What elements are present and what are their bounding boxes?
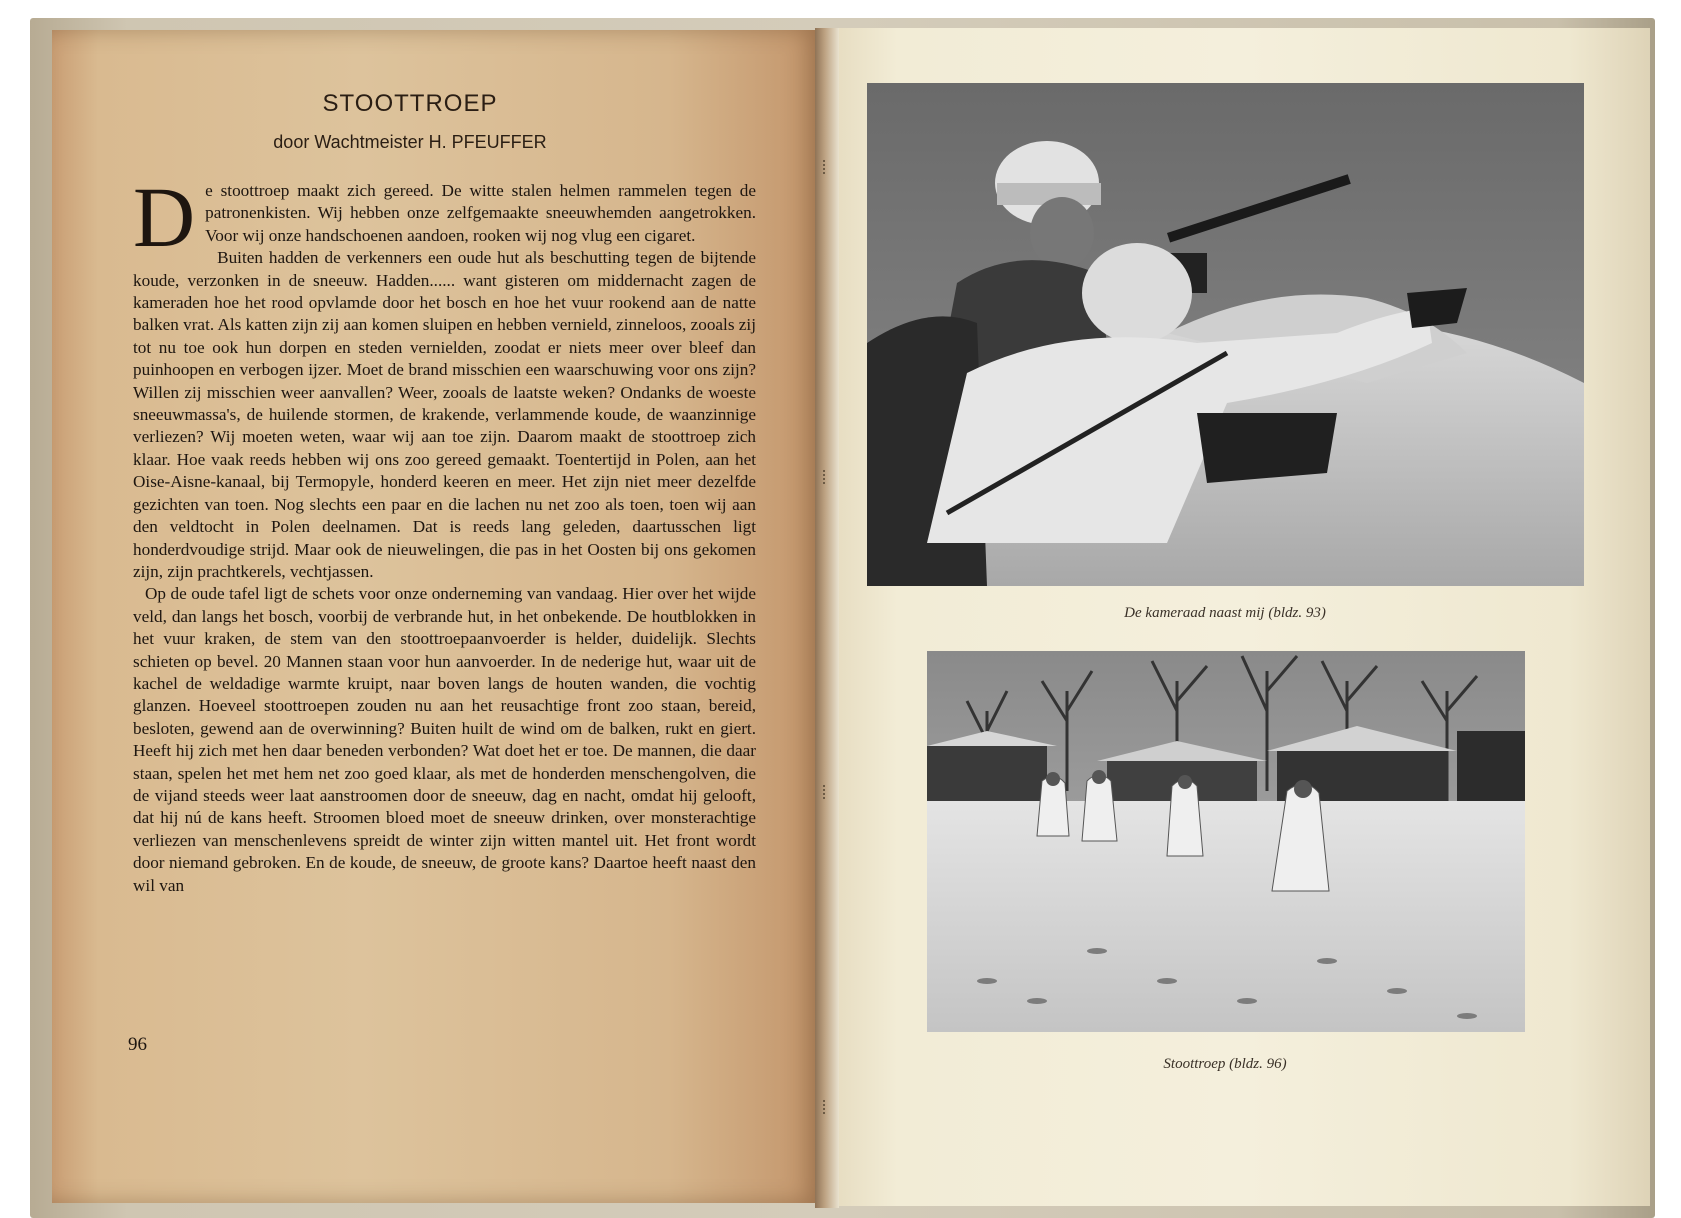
binding-stitch	[823, 160, 831, 174]
photo-machine-gunners	[867, 83, 1584, 586]
photo-patrol-village	[927, 651, 1525, 1032]
article-title: STOOTTROEP	[322, 90, 498, 117]
photo-caption-2: Stoottroep (bldz. 96)	[1163, 1056, 1287, 1072]
article-byline: door Wachtmeister H. PFEUFFER	[273, 132, 547, 152]
binding-stitch	[823, 470, 831, 484]
drop-cap: D	[133, 169, 196, 265]
article-body	[133, 169, 756, 897]
binding-stitch	[823, 1100, 831, 1114]
paragraph-3: Op de oude tafel ligt de schets voor onze onderneming van vandaag. Hier over het wijde veld, dan langs het bosch, voorbij de verbrande hut, in het onbekende. De houtblokken in het vuur kraken, de stem van den stoottroepaanvoerder is helder, duidelijk. Slechts schieten op bevel. 20 Mannen staan voor hun aanvoerder. In de nederige hut, waar uit de kachel de weldadige warmte kruipt, naar boven langs de houten wanden, die vochtig glanzen. Hoeveel stoottroepen zouden nu aan het reusachtige front zoo staan, bereid, besloten, gewend aan de overwinning? Buiten huilt de wind om de balken, rukt en giert. Heeft hij zich met hen daar beneden verbonden? Wat doet het er toe. De mannen, die daar staan, spelen het met hem net zoo goed klaar, als met de honderden menschengolven, die de vijand steeds weer laat aanstroomen door de sneeuw, dag en nacht, omdat hij gelooft, dat hij nú de kans heeft. Stroomen bloed moet de sneeuw drinken, over monsterachtige verliezen van menschenlevens spreidt de winter zijn witten mantel uit. Het front wordt door niemand gebroken. En de koude, de sneeuw, de groote kans? Daartoe heeft naast den wil van	[133, 584, 756, 895]
photo-caption-1: De kameraad naast mij (bldz. 93)	[1124, 605, 1326, 621]
paragraph-1	[133, 169, 756, 265]
paragraph-2: Buiten hadden de verkenners een oude hut als beschutting tegen de bijtende koude, verzonken in de sneeuw. Hadden...... want gisteren om middernacht zagen de kameraden hoe het rood opvlamde door het bosch en hoe het vuur rookend aan de natte balken vrat. Als katten zijn zij aan komen sluipen en hebben vernield, zinneloos, zooals zij tot nu toe ook hun dorpen en steden vernielden, zoodat er niets meer over bleef dan puinhoopen en verbogen ijzer. Moet de brand misschien een waarschuwing voor ons zijn? Willen zij misschien weer aanvallen? Weer, zooals de laatste weken? Ondanks de woeste sneeuwmassa's, de huilende stormen, de krakende, verlammende koude, de waanzinnige verliezen? Wij moeten weten, waar wij aan toe zijn. Daarom maakt de stoottroep zich klaar. Hoe vaak reeds hebben wij ons zoo gereed gemaakt. Toentertijd in Polen, aan het Oise-Aisne-kanaal, bij Termopyle, honderd keeren en meer. Het zijn niet meer dezelfde gezichten van toen. Nog slechts een paar en die lachen nu net zoo als toen, toen wij aan den veldtocht in Polen deelnamen. Dat is reeds lang geleden, daartusschen ligt honderdvoudige strijd. Maar ook de nieuwelingen, die pas in het Oosten bij ons gekomen zijn, zijn prachtkerels, vechtjassen.	[133, 248, 756, 581]
book-spine	[815, 28, 839, 1208]
page-number: 96	[128, 1034, 147, 1055]
paragraph-1-text: e stoottroep maakt zich gereed. De witte stalen helmen rammelen tegen de patronenkisten. Wij hebben onze zelfgemaakte sneeuwhemden aangetrokken. Voor wij onze handschoenen aandoen, rooken wij nog vlug een cigaret.	[205, 181, 756, 245]
binding-stitch	[823, 785, 831, 799]
